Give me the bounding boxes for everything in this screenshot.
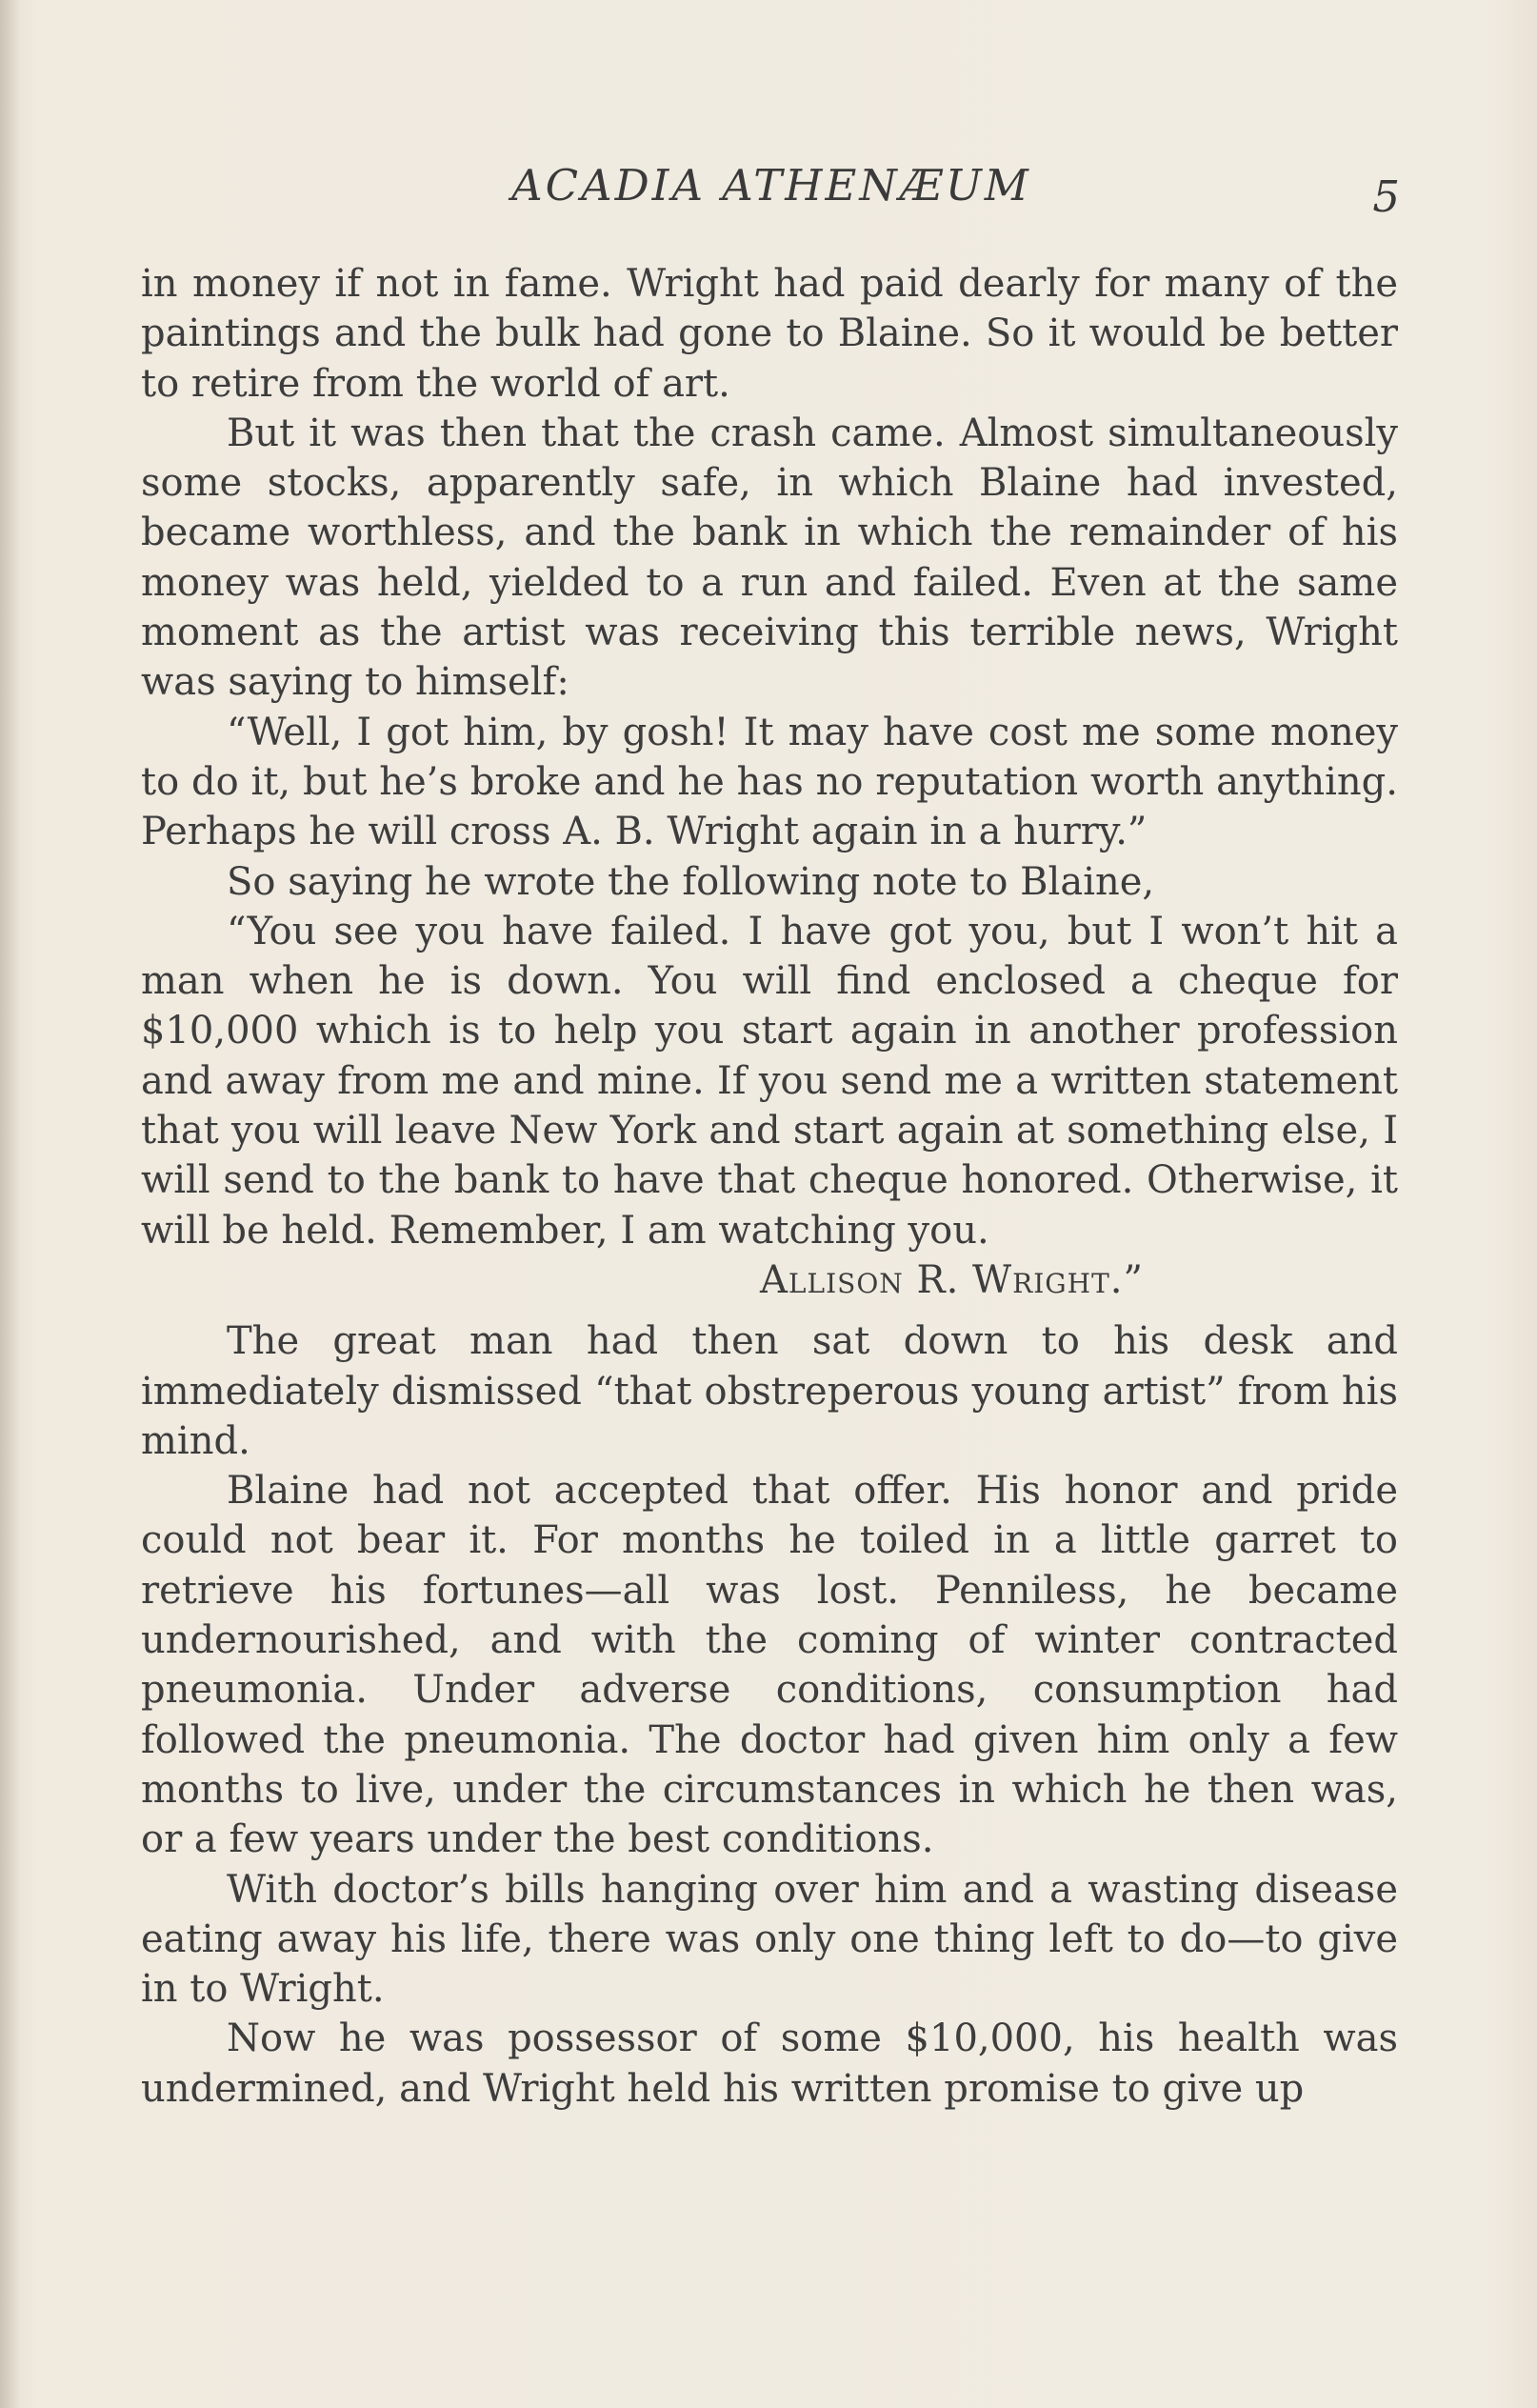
paragraph-8: Blaine had not accepted that offer. His honor and pride could not bear it. For months he toiled in a little garret to retrieve his fortunes—all was lost. Penniless, he became undernourished, and with the coming of winter contracted pneumonia. Under adverse conditions, consumption had followed the pneumonia. The doctor had given him only a few months to live, under the circumstances in which he then was, or a few years under the best conditions. bbox=[141, 1469, 1398, 1862]
paragraph-1: in money if not in fame. Wright had paid dearly for many of the paintings and the bulk had gone to Blaine. So it would be better to retire from the world of art. bbox=[141, 262, 1398, 406]
paragraph-3: “Well, I got him, by gosh! It may have cost me some money to do it, but he’s broke and he has no reputation worth anything. Perhaps he will cross A. B. Wright again in a hurry.” bbox=[141, 710, 1398, 854]
paragraph-9: With doctor’s bills hanging over him and a wasting disease eating away his life, there was only one thing left to do—to give in to Wright. bbox=[141, 1867, 1398, 2012]
page-header bbox=[143, 160, 1400, 221]
paragraph-4: So saying he wrote the following note to Blaine, bbox=[227, 859, 1155, 904]
body-text bbox=[141, 259, 1398, 2114]
letter-signature: Allison R. Wright.” bbox=[760, 1257, 1144, 1302]
paragraph-10: Now he was possessor of some $10,000, his health was undermined, and Wright held his written promise to give up bbox=[141, 2017, 1398, 2111]
running-title: ACADIA ATHENÆUM bbox=[511, 160, 1031, 211]
page-number: 5 bbox=[1372, 171, 1400, 222]
paragraph-letter: “You see you have failed. I have got you, but I won’t hit a man when he is down. You will find enclosed a cheque for $10,000 which is to help you start again in another profession and away from me and mine. If you send me a written statement that you will leave New York and start again at something else, I will send to the bank to have that cheque honored. Otherwise, it will be held. Remember, I am watching you. bbox=[141, 909, 1398, 1253]
spine-shadow bbox=[0, 0, 21, 2408]
paragraph-2: But it was then that the crash came. Almost simultaneously some stocks, apparently safe, in which Blaine had invested, became worthless, and the bank in which the remainder of his money was held, yielded to a run and failed. Even at the same moment as the artist was receiving this terrible news, Wright was saying to himself: bbox=[141, 411, 1398, 705]
paragraph-7: The great man had then sat down to his desk and immediately dismissed “that obstreperous young artist” from his mind. bbox=[141, 1319, 1398, 1463]
